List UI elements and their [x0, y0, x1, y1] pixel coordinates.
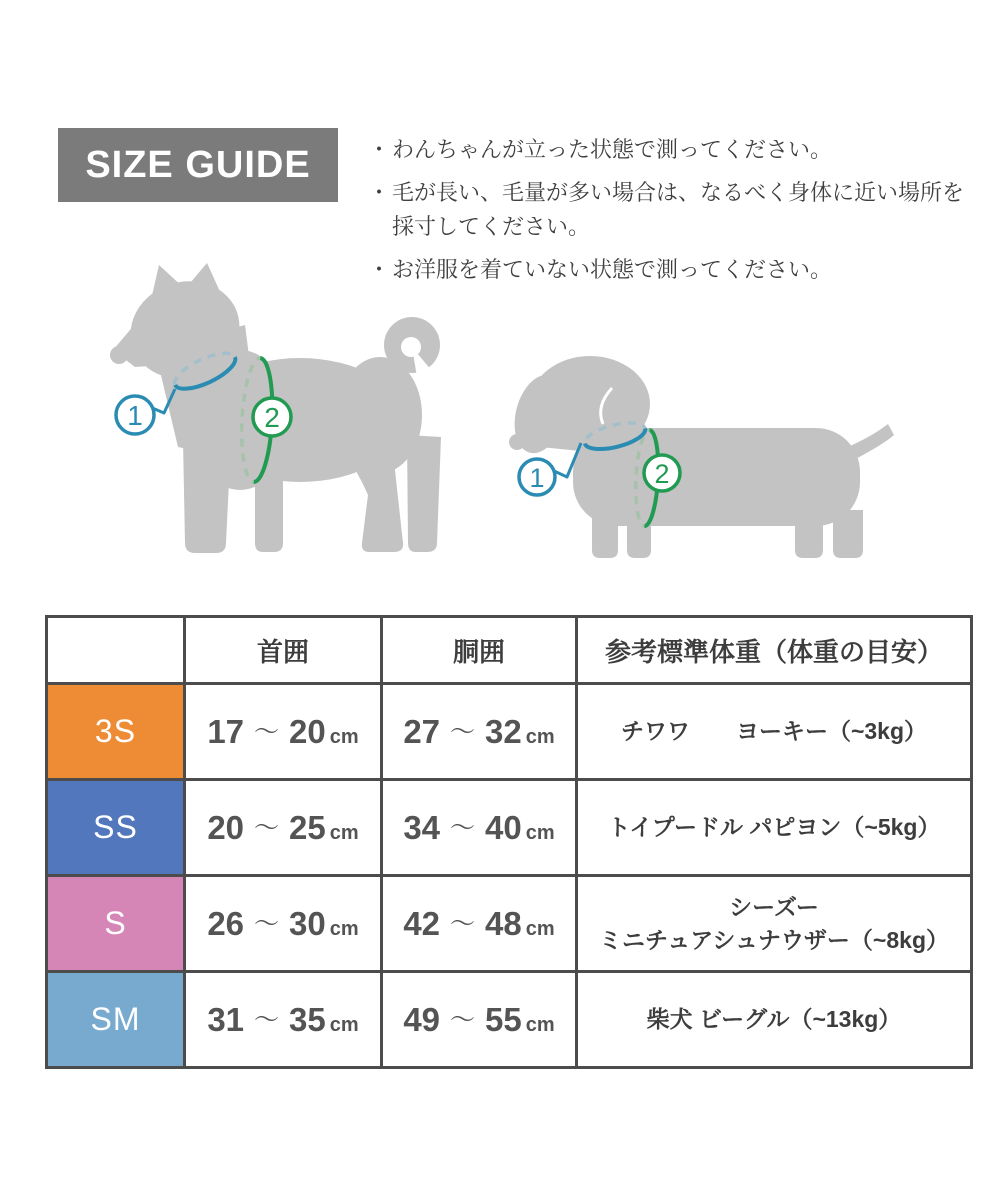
size-label-s: S — [47, 876, 185, 972]
unit-label: cm — [329, 726, 359, 748]
unit-label: cm — [329, 822, 359, 844]
page-title: SIZE GUIDE — [85, 143, 311, 186]
neck-range-3s — [185, 684, 382, 780]
tilde: ～ — [254, 910, 280, 938]
marker-2-number: 2 — [264, 402, 280, 433]
standing-dog-diagram — [85, 255, 475, 565]
breed-line: トイプードル パピヨン（~5kg） — [607, 814, 941, 841]
neck-min: 31 — [207, 1001, 245, 1038]
girth-min: 42 — [403, 905, 441, 942]
table-row-sm — [47, 972, 972, 1068]
breed-line: チワワ ヨーキー（~3kg） — [620, 718, 928, 745]
girth-max: 48 — [485, 905, 522, 942]
unit-label: cm — [329, 918, 359, 940]
girth-range-s — [382, 876, 577, 972]
table-row-3s — [47, 684, 972, 780]
col-header-girth: 胴囲 — [382, 617, 577, 684]
girth-range-sm — [382, 972, 577, 1068]
girth-min: 49 — [403, 1001, 441, 1038]
tilde: ～ — [450, 1006, 476, 1034]
note-text: 採寸してください。 — [392, 214, 591, 239]
girth-min: 34 — [403, 809, 441, 846]
tilde: ～ — [450, 718, 476, 746]
unit-label: cm — [525, 822, 555, 844]
note-item-2 — [368, 176, 968, 244]
tilde: ～ — [254, 1006, 280, 1034]
neck-min: 20 — [207, 809, 245, 846]
tilde: ～ — [254, 718, 280, 746]
neck-max: 25 — [289, 809, 326, 846]
neck-min: 17 — [207, 713, 245, 750]
breed-cell-3s — [577, 684, 972, 780]
tilde: ～ — [450, 910, 476, 938]
table-row-ss — [47, 780, 972, 876]
breed-cell-s — [577, 876, 972, 972]
marker-2-badge-2 — [644, 455, 680, 491]
neck-max: 30 — [289, 905, 326, 942]
marker-1-number: 1 — [529, 463, 545, 493]
tilde: ～ — [254, 814, 280, 842]
note-text: わんちゃんが立った状態で測ってください。 — [392, 137, 833, 162]
col-header-size — [47, 617, 185, 684]
note-text: 毛が長い、毛量が多い場合は、なるべく身体に近い場所を — [392, 180, 965, 205]
breed-cell-ss — [577, 780, 972, 876]
tail-curl-hole — [401, 337, 421, 357]
col-header-weight: 参考標準体重（体重の目安） — [577, 617, 972, 684]
bullet-icon: ・ — [368, 180, 391, 205]
unit-label: cm — [525, 1014, 555, 1036]
breed-line: ミニチュアシュナウザー（~8kg） — [599, 926, 949, 953]
breed-cell-sm — [577, 972, 972, 1068]
neck-range-s — [185, 876, 382, 972]
bullet-icon: ・ — [368, 257, 391, 282]
neck-max: 35 — [289, 1001, 326, 1038]
neck-range-ss — [185, 780, 382, 876]
table-header-row — [47, 617, 972, 684]
girth-min: 27 — [403, 713, 441, 750]
bullet-icon: ・ — [368, 137, 391, 162]
size-label-3s: 3S — [47, 684, 185, 780]
neck-min: 26 — [207, 905, 245, 942]
neck-range-sm — [185, 972, 382, 1068]
marker-1-badge-2 — [519, 459, 555, 495]
size-label-sm: SM — [47, 972, 185, 1068]
marker-1-number: 1 — [127, 400, 143, 431]
girth-max: 40 — [485, 809, 522, 846]
marker-2-number: 2 — [654, 459, 670, 489]
marker-2-badge — [253, 398, 291, 436]
girth-range-ss — [382, 780, 577, 876]
girth-range-3s — [382, 684, 577, 780]
dachshund-silhouette — [506, 356, 894, 558]
size-table — [45, 615, 973, 1069]
unit-label: cm — [329, 1014, 359, 1036]
marker-1-badge — [116, 396, 154, 434]
breed-line: 柴犬 ビーグル（~13kg） — [646, 1006, 902, 1033]
table-row-s — [47, 876, 972, 972]
unit-label: cm — [525, 726, 555, 748]
col-header-neck: 首囲 — [185, 617, 382, 684]
size-guide-title-box — [58, 128, 338, 202]
girth-max: 55 — [485, 1001, 522, 1038]
breed-line: シーズー — [729, 894, 819, 921]
neck-max: 20 — [289, 713, 326, 750]
dachshund-diagram — [495, 352, 895, 567]
note-text: お洋服を着ていない状態で測ってください。 — [392, 257, 833, 282]
tilde: ～ — [450, 814, 476, 842]
note-item-1 — [368, 133, 968, 167]
unit-label: cm — [525, 918, 555, 940]
size-label-ss: SS — [47, 780, 185, 876]
girth-max: 32 — [485, 713, 522, 750]
